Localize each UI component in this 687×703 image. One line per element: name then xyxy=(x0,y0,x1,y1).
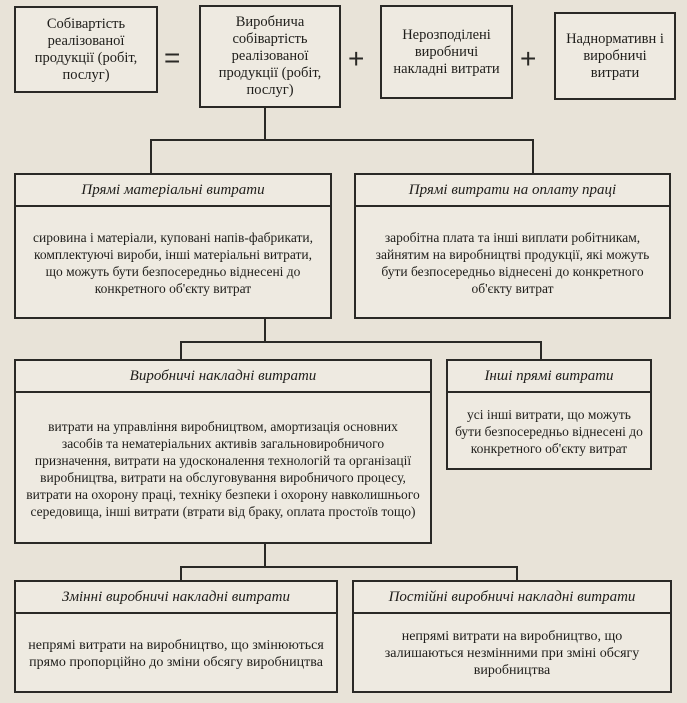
connector-bottom-horizontal xyxy=(180,566,518,568)
plus-sign-1: + xyxy=(348,43,365,74)
variable-overhead-title: Змінні виробничі накладні витрати xyxy=(16,582,336,614)
direct-labor-title: Прямі витрати на оплату праці xyxy=(356,175,669,207)
equals-sign: = xyxy=(164,42,181,73)
variable-overhead-box xyxy=(14,580,338,693)
direct-labor-box xyxy=(354,173,671,319)
fixed-overhead-title: Постійні виробничі накладні витрати xyxy=(354,582,670,614)
other-direct-title: Інші прямі витрати xyxy=(448,361,650,393)
direct-material-box xyxy=(14,173,332,319)
connector-mid-stem xyxy=(264,318,266,342)
direct-material-text: сировина і матеріали, куповані напів-фабрикати, комплектуючі вироби, інші матеріальні витрати, що можуть бути безпосередньо віднесені до конкретного об'єкту витрат xyxy=(33,230,313,296)
fixed-overhead-text: непрямі витрати на виробництво, що залишаються незмінними при зміні обсягу виробництва xyxy=(384,629,640,678)
production-cost-box xyxy=(199,5,341,108)
connector-top-right-drop xyxy=(532,139,534,173)
variable-overhead-text: непрямі витрати на виробництво, що змінюються прямо пропорційно до зміни обсягу виробництва xyxy=(28,637,324,670)
production-overhead-title: Виробничі накладні витрати xyxy=(16,361,430,393)
production-overhead-box xyxy=(14,359,432,544)
excess-cost-label: Наднормативн і виробничі витрати xyxy=(566,30,664,81)
connector-bottom-left-drop xyxy=(180,566,182,580)
cost-of-sales-label: Собівартість реалізованої продукції (робіт, послуг) xyxy=(34,15,138,83)
direct-labor-text: заробітна плата та інші виплати робітникам, зайнятим на виробництві продукції, які можуть бути безпосередньо віднесені до конкретного об'єкту витрат xyxy=(375,230,650,296)
connector-top-horizontal xyxy=(150,139,534,141)
connector-top-stem xyxy=(264,107,266,140)
production-overhead-text: витрати на управління виробництвом, амортизація основних засобів та нематеріальних активів загальновиробничого призначення, витрати на удосконалення технологій та організації виробництва, витрати на обслуговування виробничого процесу, витрати на охорону праці, техніку безпеки і охорону навколишнього середовища, інші витрати (втрати від браку, оплата простоїв тощо) xyxy=(26,418,420,519)
plus-sign-2: + xyxy=(520,43,537,74)
production-cost-label: Виробнича собівартість реалізованої продукції (робіт, послуг) xyxy=(218,14,322,98)
other-direct-text: усі інші витрати, що можуть бути безпосередньо віднесені до конкретного об'єкту витрат xyxy=(455,407,643,456)
cost-of-sales-box xyxy=(14,6,158,93)
connector-top-left-drop xyxy=(150,139,152,173)
connector-mid-right-drop xyxy=(540,341,542,359)
unallocated-overhead-label: Нерозподілені виробничі накладні витрати xyxy=(393,26,500,77)
other-direct-box xyxy=(446,359,652,470)
unallocated-overhead-box xyxy=(380,5,513,99)
connector-mid-horizontal xyxy=(180,341,542,343)
direct-material-title: Прямі матеріальні витрати xyxy=(16,175,330,207)
connector-mid-left-drop xyxy=(180,341,182,359)
connector-bottom-right-drop xyxy=(516,566,518,580)
fixed-overhead-box xyxy=(352,580,672,693)
excess-cost-box xyxy=(554,12,676,100)
connector-bottom-stem xyxy=(264,543,266,567)
